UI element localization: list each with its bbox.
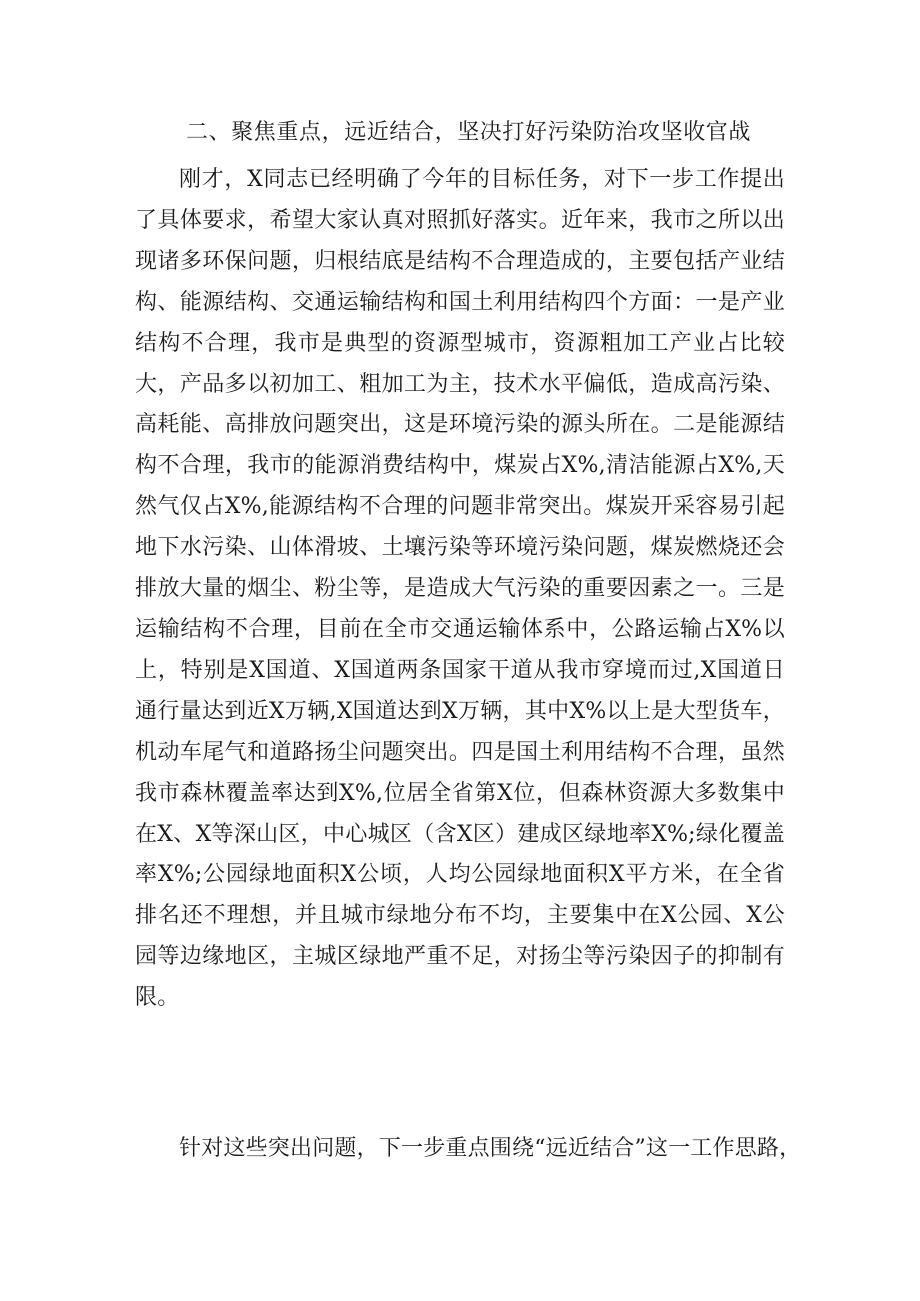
section-heading: 二、聚焦重点，远近结合，坚决打好污染防治攻坚收官战 bbox=[186, 120, 752, 145]
body-paragraph-1: 刚才，X同志已经明确了今年的目标任务，对下一步工作提出了具体要求，希望大家认真对照抓好落实。近年来，我市之所以出现诸多环保问题，归根结底是结构不合理造成的，主要包括产业结构、能源结构、交通运输结构和国土利用结构四个方面：一是产业结构不合理，我市是典型的资源型城市，资源粗加工产业占比较大，产品多以初加工、粗加工为主，技术水平偏低，造成高污染、高耗能、高排放问题突出，这是环境污染的源头所在。二是能源结构不合理，我市的能源消费结构中，煤炭占X%,清洁能源占X%,天然气仅占X%,能源结构不合理的问题非常突出。煤炭开采容易引起地下水污染、山体滑坡、土壤污染等环境污染问题，煤炭燃烧还会排放大量的烟尘、粉尘等，是造成大气污染的重要因素之一。三是运输结构不合理，目前在全市交通运输体系中，公路运输占X%以上，特别是X国道、X国道两条国家干道从我市穿境而过,X国道日通行量达到近X万辆,X国道达到X万辆，其中X%以上是大型货车，机动车尾气和道路扬尘问题突出。四是国土利用结构不合理，虽然我市森林覆盖率达到X%,位居全省第X位，但森林资源大多数集中在X、X等深山区，中心城区（含X区）建成区绿地率X%;绿化覆盖率X%;公园绿地面积X公顷，人均公园绿地面积X平方米，在全省排名还不理想，并且城市绿地分布不均，主要集中在X公园、X公园等边缘地区，主城区绿地严重不足，对扬尘等污染因子的抑制有限。 bbox=[135, 167, 785, 1011]
body-paragraph-2: 针对这些突出问题，下一步重点围绕“远近结合”这一工作思路， bbox=[179, 1136, 802, 1161]
